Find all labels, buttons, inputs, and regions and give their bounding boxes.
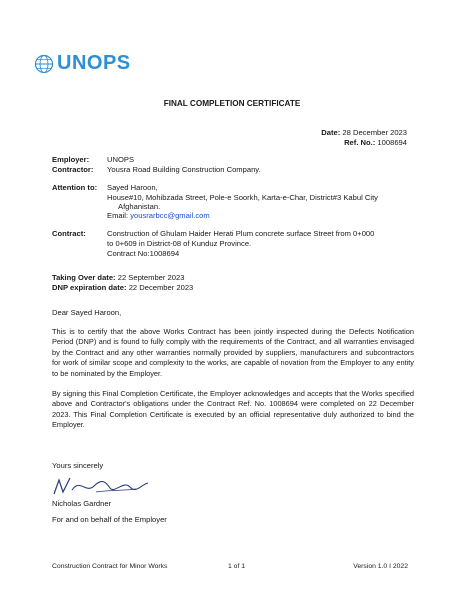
contractor-value: Yousra Road Building Construction Company. — [107, 165, 261, 174]
footer-left: Construction Contract for Minor Works — [52, 563, 168, 570]
date-line — [321, 128, 407, 138]
un-emblem-icon — [34, 54, 54, 74]
logo-text: UNOPS — [57, 52, 131, 74]
contractor-label: Contractor: — [52, 165, 94, 174]
footer-version: Version 1.0 I 2022 — [353, 563, 408, 570]
taking-over-value: 22 September 2023 — [117, 273, 185, 282]
attention-label: Attention to: — [52, 183, 98, 192]
employer-label: Employer: — [52, 155, 90, 164]
signer-name: Nicholas Gardner — [52, 499, 112, 508]
date-value: 28 December 2023 — [342, 128, 407, 137]
unops-logo — [34, 52, 131, 75]
taking-over-line — [52, 273, 184, 283]
attention-address-line-1: House#10, Mohibzada Street, Pole-e Soorkh, Karta-e-Char, District#3 Kabul City — [107, 193, 378, 202]
attention-address-line-2: Afghanistan. — [118, 202, 161, 211]
salutation: Dear Sayed Haroon, — [52, 308, 122, 317]
ref-label: Ref. No.: — [344, 138, 376, 147]
contract-line-3: Contract No:1008694 — [107, 249, 180, 258]
dnp-value: 22 December 2023 — [128, 283, 194, 292]
email-label: Email: — [107, 211, 129, 220]
employer-value: UNOPS — [107, 155, 135, 164]
attention-name: Sayed Haroon, — [107, 183, 158, 192]
email-line — [107, 211, 210, 221]
ref-line — [344, 138, 407, 148]
dnp-label: DNP expiration date: — [52, 283, 127, 292]
footer-page: 1 of 1 — [228, 563, 246, 570]
acceptance-paragraph: By signing this Final Completion Certificate, the Employer acknowledges and accepts that the Works specified above and Contractor's obligations under the Contract Ref. No. 1008694 were completed on 22 December 2023. This Final Completion Certificate is executed by an official representative duly authorized to bind the Employer. — [52, 389, 414, 430]
taking-over-label: Taking Over date: — [52, 273, 116, 282]
signer-role: For and on behalf of the Employer — [52, 515, 167, 524]
signature-image — [50, 474, 160, 498]
dnp-line — [52, 283, 193, 293]
contract-label: Contract: — [52, 229, 86, 238]
ref-value: 1008694 — [377, 138, 407, 147]
certification-paragraph: This is to certify that the above Works Contract has been jointly inspected during the Defects Notification Period (DNP) and is found to fully comply with the requirements of the Contract, and all warranties envisaged by the Contract and any other warranties normally provided by suppliers, manufacturers and subcontractors for work of similar scope and complexity to the works, are capable of novation from the Employer to any entity to be nominated by the Employer. — [52, 327, 414, 378]
email-link[interactable]: yousrarbcc@gmail.com — [130, 211, 210, 220]
contract-line-2: to 0+609 in District-08 of Kunduz Province. — [107, 239, 252, 248]
contract-line-1: Construction of Ghulam Haider Herati Plum concrete surface Street from 0+000 — [107, 229, 375, 238]
sign-off: Yours sincerely — [52, 461, 104, 470]
date-label: Date: — [321, 128, 341, 137]
page-title: FINAL COMPLETION CERTIFICATE — [163, 99, 301, 108]
